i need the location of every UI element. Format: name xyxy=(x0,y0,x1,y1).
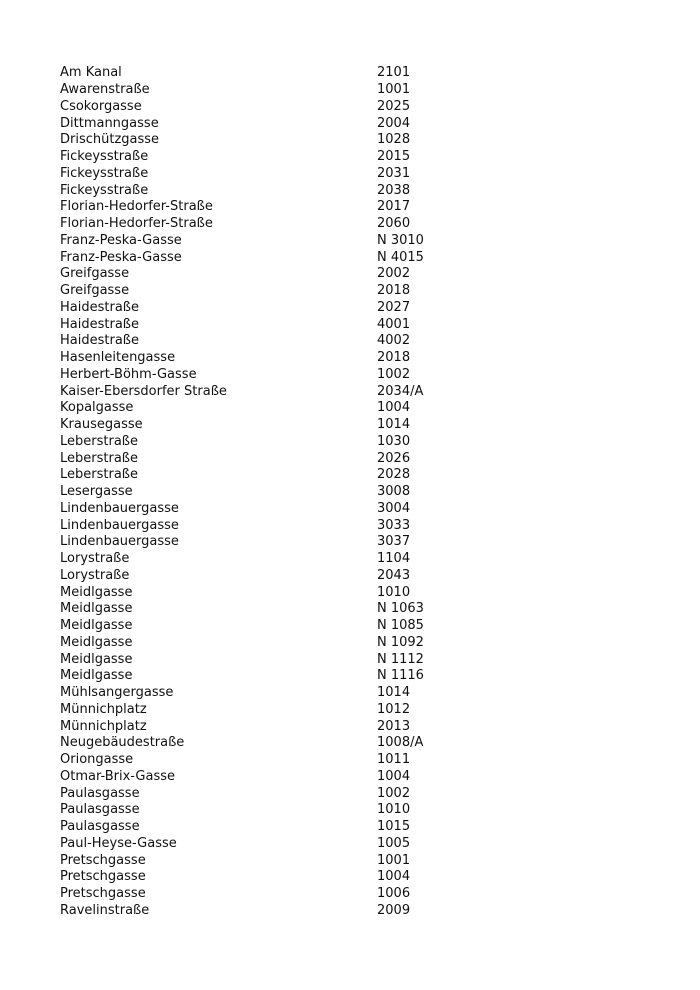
list-item xyxy=(60,149,480,166)
house-number: 1010 xyxy=(377,802,411,818)
list-item xyxy=(60,819,480,836)
list-item xyxy=(60,568,480,585)
house-number: 1004 xyxy=(377,768,411,784)
street-name: Fickeysstraße xyxy=(60,182,149,198)
street-name: Mühlsangergasse xyxy=(60,685,174,701)
house-number: 1002 xyxy=(377,785,411,801)
list-item xyxy=(60,702,480,719)
street-name: Haidestraße xyxy=(60,316,139,332)
street-name: Oriongasse xyxy=(60,752,134,768)
house-number: 1001 xyxy=(377,82,411,98)
street-name: Leberstraße xyxy=(60,450,138,466)
street-name: Dittmanngasse xyxy=(60,115,159,131)
street-name: Kaiser-Ebersdorfer Straße xyxy=(60,383,227,399)
house-number: 2031 xyxy=(377,165,411,181)
house-number: 1012 xyxy=(377,701,411,717)
house-number: 1010 xyxy=(377,584,411,600)
street-name: Münnichplatz xyxy=(60,701,147,717)
street-name: Ravelinstraße xyxy=(60,902,150,918)
house-number: 1104 xyxy=(377,551,411,567)
list-item xyxy=(60,785,480,802)
street-name: Meidlgasse xyxy=(60,651,133,667)
list-item xyxy=(60,65,480,82)
list-item xyxy=(60,233,480,250)
house-number: 2018 xyxy=(377,283,411,299)
list-item xyxy=(60,99,480,116)
list-item xyxy=(60,735,480,752)
house-number: 2027 xyxy=(377,299,411,315)
list-item xyxy=(60,651,480,668)
house-number: 2002 xyxy=(377,266,411,282)
list-item xyxy=(60,166,480,183)
street-name: Am Kanal xyxy=(60,65,122,81)
street-name: Paulasgasse xyxy=(60,819,140,835)
street-name: Csokorgasse xyxy=(60,98,142,114)
street-name: Fickeysstraße xyxy=(60,149,149,165)
street-name: Krausegasse xyxy=(60,417,143,433)
house-number: 2013 xyxy=(377,718,411,734)
list-item xyxy=(60,635,480,652)
street-name: Fickeysstraße xyxy=(60,165,149,181)
house-number: 3037 xyxy=(377,534,411,550)
house-number: 1005 xyxy=(377,835,411,851)
list-item xyxy=(60,316,480,333)
list-item xyxy=(60,400,480,417)
street-name: Herbert-Böhm-Gasse xyxy=(60,366,197,382)
list-item xyxy=(60,249,480,266)
house-number: 2060 xyxy=(377,216,411,232)
list-item xyxy=(60,517,480,534)
house-number: 3033 xyxy=(377,517,411,533)
list-item xyxy=(60,903,480,920)
list-item xyxy=(60,551,480,568)
street-name: Meidlgasse xyxy=(60,668,133,684)
list-item xyxy=(60,802,480,819)
house-number: 1006 xyxy=(377,886,411,902)
street-name: Haidestraße xyxy=(60,333,139,349)
street-name: Franz-Peska-Gasse xyxy=(60,249,182,265)
house-number: 1028 xyxy=(377,132,411,148)
street-name: Meidlgasse xyxy=(60,634,133,650)
list-item xyxy=(60,718,480,735)
house-number: 3008 xyxy=(377,484,411,500)
street-name: Lorystraße xyxy=(60,567,130,583)
house-number: 4002 xyxy=(377,333,411,349)
list-item xyxy=(60,417,480,434)
list-item xyxy=(60,618,480,635)
street-name: Greifgasse xyxy=(60,283,130,299)
house-number: 2026 xyxy=(377,450,411,466)
street-name: Lindenbauergasse xyxy=(60,500,179,516)
house-number: N 3010 xyxy=(377,232,424,248)
list-item xyxy=(60,434,480,451)
street-name: Pretschgasse xyxy=(60,886,146,902)
street-name: Otmar-Brix-Gasse xyxy=(60,768,176,784)
street-name: Greifgasse xyxy=(60,266,130,282)
list-item xyxy=(60,333,480,350)
street-name: Meidlgasse xyxy=(60,584,133,600)
house-number: N 1116 xyxy=(377,668,424,684)
list-item xyxy=(60,132,480,149)
house-number: 1014 xyxy=(377,685,411,701)
street-name: Lindenbauergasse xyxy=(60,534,179,550)
list-item xyxy=(60,115,480,132)
house-number: 2101 xyxy=(377,65,411,81)
list-item xyxy=(60,852,480,869)
list-item xyxy=(60,283,480,300)
list-item xyxy=(60,484,480,501)
list-item xyxy=(60,752,480,769)
list-item xyxy=(60,668,480,685)
street-name: Paulasgasse xyxy=(60,802,140,818)
house-number: N 1092 xyxy=(377,634,424,650)
house-number: 2009 xyxy=(377,902,411,918)
house-number: 2015 xyxy=(377,149,411,165)
street-name: Kopalgasse xyxy=(60,400,134,416)
street-name: Paul-Heyse-Gasse xyxy=(60,835,177,851)
list-item xyxy=(60,886,480,903)
street-name: Pretschgasse xyxy=(60,852,146,868)
house-number: 1004 xyxy=(377,869,411,885)
list-item xyxy=(60,769,480,786)
house-number: 2025 xyxy=(377,98,411,114)
street-name: Meidlgasse xyxy=(60,601,133,617)
street-name: Lorystraße xyxy=(60,551,130,567)
list-item xyxy=(60,685,480,702)
list-item xyxy=(60,467,480,484)
house-number: 2038 xyxy=(377,182,411,198)
house-number: 2004 xyxy=(377,115,411,131)
street-name: Paulasgasse xyxy=(60,785,140,801)
list-item xyxy=(60,383,480,400)
house-number: 1014 xyxy=(377,417,411,433)
house-number: N 1085 xyxy=(377,618,424,634)
street-name: Haidestraße xyxy=(60,299,139,315)
street-name: Münnichplatz xyxy=(60,718,147,734)
street-name: Awarenstraße xyxy=(60,82,150,98)
street-name: Hasenleitengasse xyxy=(60,350,176,366)
list-item xyxy=(60,450,480,467)
house-number: 2028 xyxy=(377,467,411,483)
list-item xyxy=(60,367,480,384)
house-number: 1004 xyxy=(377,400,411,416)
house-number: 1001 xyxy=(377,852,411,868)
house-number: 3004 xyxy=(377,500,411,516)
street-name: Pretschgasse xyxy=(60,869,146,885)
house-number: 2043 xyxy=(377,567,411,583)
list-item xyxy=(60,300,480,317)
list-item xyxy=(60,584,480,601)
address-list xyxy=(60,65,480,919)
list-item xyxy=(60,216,480,233)
house-number: 1008/A xyxy=(377,735,424,751)
list-item xyxy=(60,601,480,618)
street-name: Florian-Hedorfer-Straße xyxy=(60,216,213,232)
house-number: 2018 xyxy=(377,350,411,366)
list-item xyxy=(60,199,480,216)
house-number: 4001 xyxy=(377,316,411,332)
house-number: 2017 xyxy=(377,199,411,215)
list-item xyxy=(60,350,480,367)
list-item xyxy=(60,501,480,518)
street-name: Drischützgasse xyxy=(60,132,160,148)
house-number: 1011 xyxy=(377,752,411,768)
house-number: N 1112 xyxy=(377,651,424,667)
street-name: Neugebäudestraße xyxy=(60,735,185,751)
street-name: Leberstraße xyxy=(60,433,138,449)
street-name: Lindenbauergasse xyxy=(60,517,179,533)
list-item xyxy=(60,82,480,99)
house-number: 2034/A xyxy=(377,383,424,399)
house-number: 1002 xyxy=(377,366,411,382)
list-item xyxy=(60,534,480,551)
house-number: 1030 xyxy=(377,433,411,449)
street-name: Lesergasse xyxy=(60,484,133,500)
list-item xyxy=(60,266,480,283)
street-name: Franz-Peska-Gasse xyxy=(60,232,182,248)
list-item xyxy=(60,869,480,886)
street-name: Florian-Hedorfer-Straße xyxy=(60,199,213,215)
house-number: 1015 xyxy=(377,819,411,835)
list-item xyxy=(60,182,480,199)
street-name: Leberstraße xyxy=(60,467,138,483)
house-number: N 1063 xyxy=(377,601,424,617)
house-number: N 4015 xyxy=(377,249,424,265)
street-name: Meidlgasse xyxy=(60,618,133,634)
list-item xyxy=(60,836,480,853)
